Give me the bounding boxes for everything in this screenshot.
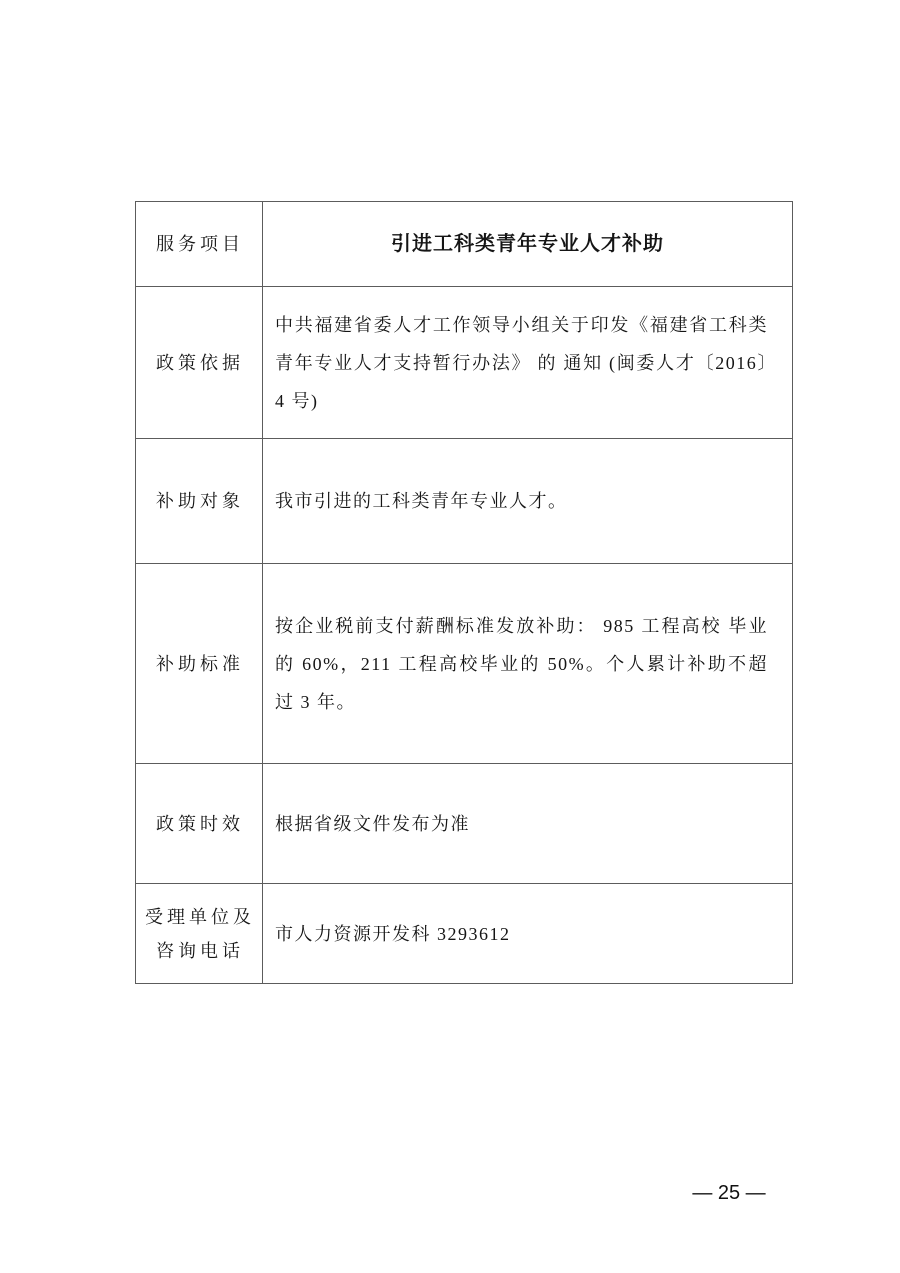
row-content-text: 市人力资源开发科 3293612	[275, 923, 511, 944]
row-label-subsidy-standard	[136, 564, 263, 763]
table-row-accepting-unit	[136, 883, 792, 983]
row-content-policy-basis	[263, 287, 792, 438]
row-content-subsidy-target	[263, 439, 792, 563]
row-label-service-item	[136, 202, 263, 286]
row-content-text: 中共福建省委人才工作领导小组关于印发《福建省工科类青年专业人才支持暂行办法》 的 通知 (闽委人才〔2016〕4 号)	[275, 314, 768, 411]
row-content-text: 我市引进的工科类青年专业人才。	[275, 491, 568, 511]
row-label-text: 政策时效	[156, 813, 244, 834]
row-content-policy-validity	[263, 764, 792, 883]
table-row-policy-validity	[136, 763, 792, 883]
table-row-service-item	[136, 202, 792, 286]
row-label-text: 补助标准	[156, 653, 244, 674]
row-label-text: 政策依据	[156, 352, 244, 373]
row-content-text: 按企业税前支付薪酬标准发放补助： 985 工程高校 毕业的 60%，211 工程高校毕业的 50%。个人累计补助不超过 3 年。	[275, 615, 768, 712]
row-label-text: 补助对象	[156, 491, 244, 511]
row-label-text: 受理单位及咨询电话	[145, 906, 255, 961]
row-content-accepting-unit	[263, 884, 792, 983]
table-row-subsidy-standard	[136, 563, 792, 763]
row-label-subsidy-target	[136, 439, 263, 563]
policy-table	[135, 201, 793, 984]
row-content-service-item	[263, 202, 792, 286]
row-content-text: 引进工科类青年专业人才补助	[391, 233, 664, 255]
row-label-policy-validity	[136, 764, 263, 883]
table-row-subsidy-target	[136, 438, 792, 563]
row-content-subsidy-standard	[263, 564, 792, 763]
row-label-text: 服务项目	[156, 234, 244, 254]
page-number: — 25 —	[692, 1182, 766, 1204]
row-label-accepting-unit	[136, 884, 263, 983]
row-content-text: 根据省级文件发布为准	[275, 813, 470, 834]
table-row-policy-basis	[136, 286, 792, 438]
row-label-policy-basis	[136, 287, 263, 438]
page-footer	[659, 1182, 799, 1205]
